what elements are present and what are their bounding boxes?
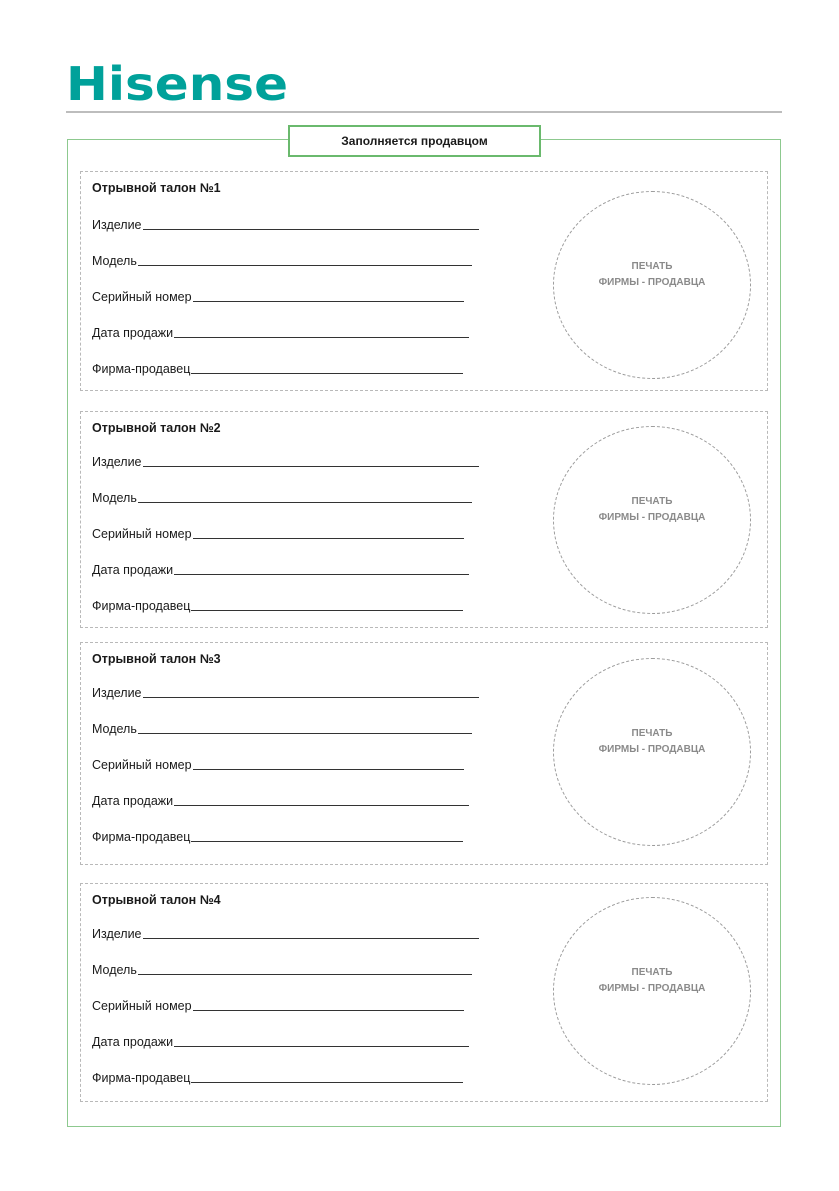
- product-label: Изделие: [92, 218, 142, 232]
- sale-date-field[interactable]: [92, 563, 469, 577]
- model-label: Модель: [92, 963, 137, 977]
- seller-label: Фирма-продавец: [92, 1071, 191, 1085]
- model-input-line[interactable]: [138, 973, 472, 975]
- header-divider: [66, 111, 782, 113]
- model-field[interactable]: [92, 963, 472, 977]
- sale-date-field[interactable]: [92, 1035, 469, 1049]
- sale-date-label: Дата продажи: [92, 563, 174, 577]
- stamp-label: [554, 259, 750, 291]
- stamp-circle: [553, 658, 751, 846]
- seller-field[interactable]: [92, 362, 463, 376]
- serial-input-line[interactable]: [193, 537, 464, 539]
- coupon-2: [80, 411, 768, 628]
- serial-label: Серийный номер: [92, 758, 192, 772]
- stamp-circle: [553, 426, 751, 614]
- model-field[interactable]: [92, 254, 472, 268]
- sale-date-input-line[interactable]: [174, 336, 469, 338]
- stamp-line-1: ПЕЧАТЬ: [631, 967, 673, 978]
- model-label: Модель: [92, 491, 137, 505]
- product-input-line[interactable]: [143, 228, 479, 230]
- coupon-title: Отрывной талон №3: [92, 652, 221, 666]
- model-input-line[interactable]: [138, 264, 472, 266]
- seller-section-header-label: Заполняется продавцом: [341, 134, 488, 148]
- seller-input-line[interactable]: [191, 840, 463, 842]
- product-label: Изделие: [92, 927, 142, 941]
- stamp-line-2: ФИРМЫ - ПРОДАВЦА: [598, 744, 706, 755]
- model-label: Модель: [92, 254, 137, 268]
- serial-input-line[interactable]: [193, 300, 464, 302]
- sale-date-input-line[interactable]: [174, 804, 469, 806]
- seller-input-line[interactable]: [191, 1081, 463, 1083]
- sale-date-label: Дата продажи: [92, 794, 174, 808]
- coupon-4: [80, 883, 768, 1102]
- serial-field[interactable]: [92, 290, 464, 304]
- stamp-circle: [553, 897, 751, 1085]
- stamp-label: [554, 965, 750, 997]
- sale-date-input-line[interactable]: [174, 573, 469, 575]
- stamp-line-1: ПЕЧАТЬ: [631, 728, 673, 739]
- serial-input-line[interactable]: [193, 1009, 464, 1011]
- seller-field[interactable]: [92, 1071, 463, 1085]
- serial-input-line[interactable]: [193, 768, 464, 770]
- coupon-title: Отрывной талон №4: [92, 893, 221, 907]
- stamp-line-2: ФИРМЫ - ПРОДАВЦА: [598, 983, 706, 994]
- sale-date-label: Дата продажи: [92, 326, 174, 340]
- model-field[interactable]: [92, 722, 472, 736]
- serial-field[interactable]: [92, 758, 464, 772]
- seller-label: Фирма-продавец: [92, 599, 191, 613]
- serial-field[interactable]: [92, 527, 464, 541]
- seller-field[interactable]: [92, 830, 463, 844]
- stamp-circle: [553, 191, 751, 379]
- product-input-line[interactable]: [143, 937, 479, 939]
- seller-input-line[interactable]: [191, 372, 463, 374]
- hisense-logo-text: Hisense: [66, 58, 288, 108]
- stamp-line-2: ФИРМЫ - ПРОДАВЦА: [598, 512, 706, 523]
- coupon-1: [80, 171, 768, 391]
- sale-date-field[interactable]: [92, 326, 469, 340]
- sale-date-label: Дата продажи: [92, 1035, 174, 1049]
- stamp-line-2: ФИРМЫ - ПРОДАВЦА: [598, 277, 706, 288]
- sale-date-input-line[interactable]: [174, 1045, 469, 1047]
- seller-field[interactable]: [92, 599, 463, 613]
- seller-input-line[interactable]: [191, 609, 463, 611]
- seller-label: Фирма-продавец: [92, 830, 191, 844]
- seller-label: Фирма-продавец: [92, 362, 191, 376]
- product-field[interactable]: [92, 686, 479, 700]
- product-label: Изделие: [92, 686, 142, 700]
- product-field[interactable]: [92, 927, 479, 941]
- coupon-3: [80, 642, 768, 865]
- product-input-line[interactable]: [143, 465, 479, 467]
- model-field[interactable]: [92, 491, 472, 505]
- model-input-line[interactable]: [138, 732, 472, 734]
- serial-label: Серийный номер: [92, 527, 192, 541]
- stamp-line-1: ПЕЧАТЬ: [631, 261, 673, 272]
- product-field[interactable]: [92, 218, 479, 232]
- product-field[interactable]: [92, 455, 479, 469]
- serial-field[interactable]: [92, 999, 464, 1013]
- sale-date-field[interactable]: [92, 794, 469, 808]
- seller-section-header: [288, 125, 541, 157]
- stamp-label: [554, 494, 750, 526]
- serial-label: Серийный номер: [92, 999, 192, 1013]
- serial-label: Серийный номер: [92, 290, 192, 304]
- model-label: Модель: [92, 722, 137, 736]
- product-input-line[interactable]: [143, 696, 479, 698]
- product-label: Изделие: [92, 455, 142, 469]
- model-input-line[interactable]: [138, 501, 472, 503]
- stamp-line-1: ПЕЧАТЬ: [631, 496, 673, 507]
- stamp-label: [554, 726, 750, 758]
- coupon-title: Отрывной талон №2: [92, 421, 221, 435]
- coupon-title: Отрывной талон №1: [92, 181, 221, 195]
- hisense-logo: [66, 58, 306, 108]
